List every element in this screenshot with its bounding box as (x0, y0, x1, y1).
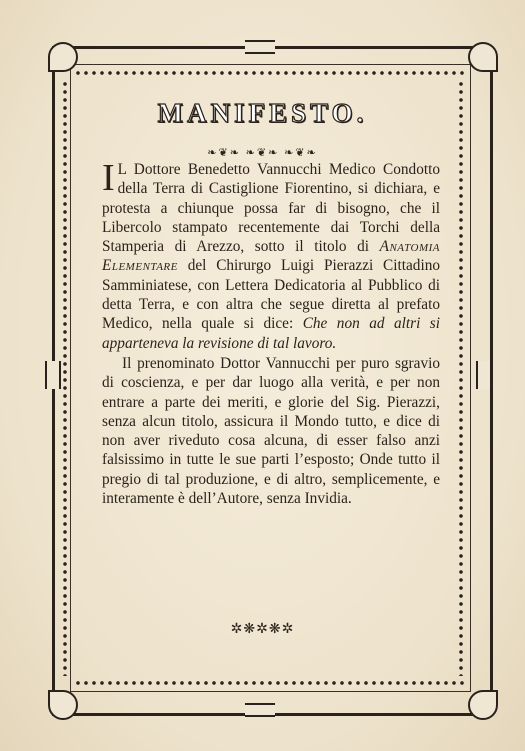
paragraph-1-text-cont: del Chirurgo Luigi Pierazzi Cittadino Samminiatese, con Lettera Dedicatoria al Pubblico di detta Terra, e con altra che segue diretta al prefato Medico, nella quale si dice: (102, 257, 440, 333)
border-center-ornament-icon (245, 40, 275, 54)
quoted-phrase: Che non ad altri si apparteneva la revisione di tal lavoro. (102, 315, 440, 352)
tailpiece-ornament-icon: ✲❋✲❋✲ (230, 622, 295, 637)
corner-ornament-icon (48, 42, 78, 72)
document-body (102, 157, 440, 508)
drop-cap: I (102, 157, 115, 199)
border-side-ornament-icon (45, 361, 61, 389)
paragraph-1 (102, 157, 440, 353)
ornamental-border-top (74, 68, 466, 78)
document-title: MANIFESTO. (157, 98, 368, 128)
paragraph-2: Il prenominato Dottor Vannucchi per puro sgravio di coscienza, e per dar luogo alla verità, e per non entrare a parte dei meriti, e glorie del Sig. Pierazzi, senza alcun titolo, assicura il Mondo tutto, e dice di non aver riveduto cosa alcuna, di esser falso anzi falsissimo in tutte le sue parti l’esposto; Onde tutto il pregio di tal produzione, e di altro, semplicemente, e interamente è dell’Autore, senza Invidia. (102, 354, 440, 508)
ornamental-border-right (456, 80, 466, 676)
fleuron-divider-icon: ❧❦❧ ❧❦❧ ❧❦❧ (207, 147, 318, 159)
paragraph-1-text: L Dottore Benedetto Vannucchi Medico Condotto della Terra di Castiglione Fiorentino, si dichiara, e protesta a chiunque possa far di bisogno, che il Libercolo stampato recentemente dai Torchi della Stamperia di Arezzo, sotto il titolo di (102, 161, 440, 256)
ornamental-border-bottom (74, 678, 466, 688)
corner-ornament-icon (468, 690, 498, 720)
border-side-ornament-icon (476, 361, 492, 389)
border-center-ornament-icon (245, 703, 275, 717)
corner-ornament-icon (468, 42, 498, 72)
ornamental-border-left (60, 80, 70, 676)
corner-ornament-icon (48, 690, 78, 720)
book-title: Anatomia Elementare (102, 238, 440, 275)
